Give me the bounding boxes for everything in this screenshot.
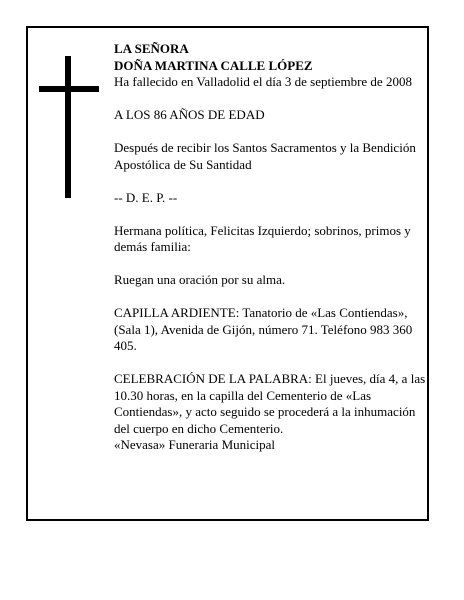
sacraments-line: Después de recibir los Santos Sacramentos y la Bendición Apostólica de Su Santidad — [114, 140, 416, 172]
obituary-notice — [26, 26, 429, 521]
funeral-home: «Nevasa» Funeraria Municipal — [114, 437, 276, 452]
family-line: Hermana política, Felicitas Izquierdo; sobrinos, primos y demás familia: — [114, 222, 411, 254]
cross-icon — [39, 56, 99, 198]
obituary-text — [114, 41, 426, 454]
cross-horizontal-bar — [39, 86, 99, 92]
chapel-info: CAPILLA ARDIENTE: Tanatorio de «Las Contiendas», (Sala 1), Avenida de Gijón, número 71. Teléfono 983 360 405. — [114, 305, 413, 353]
rip-line: -- D. E. P. -- — [114, 189, 178, 205]
death-statement: Ha fallecido en Valladolid el día 3 de septiembre de 2008 — [114, 74, 412, 89]
age-line: A LOS 86 AÑOS DE EDAD — [114, 107, 265, 122]
deceased-name: DOÑA MARTINA CALLE LÓPEZ — [114, 57, 313, 73]
ceremony-info: CELEBRACIÓN DE LA PALABRA: El jueves, día 4, a las 10.30 horas, en la capilla del Cementerio de «Las Contiendas», y acto seguido se procederá a la inhumación del cuerpo en dicho Cementerio. — [114, 371, 426, 436]
prayer-line: Ruegan una oración por su alma. — [114, 272, 286, 287]
title-line-1: LA SEÑORA — [114, 41, 189, 56]
cross-vertical-bar — [65, 56, 71, 198]
